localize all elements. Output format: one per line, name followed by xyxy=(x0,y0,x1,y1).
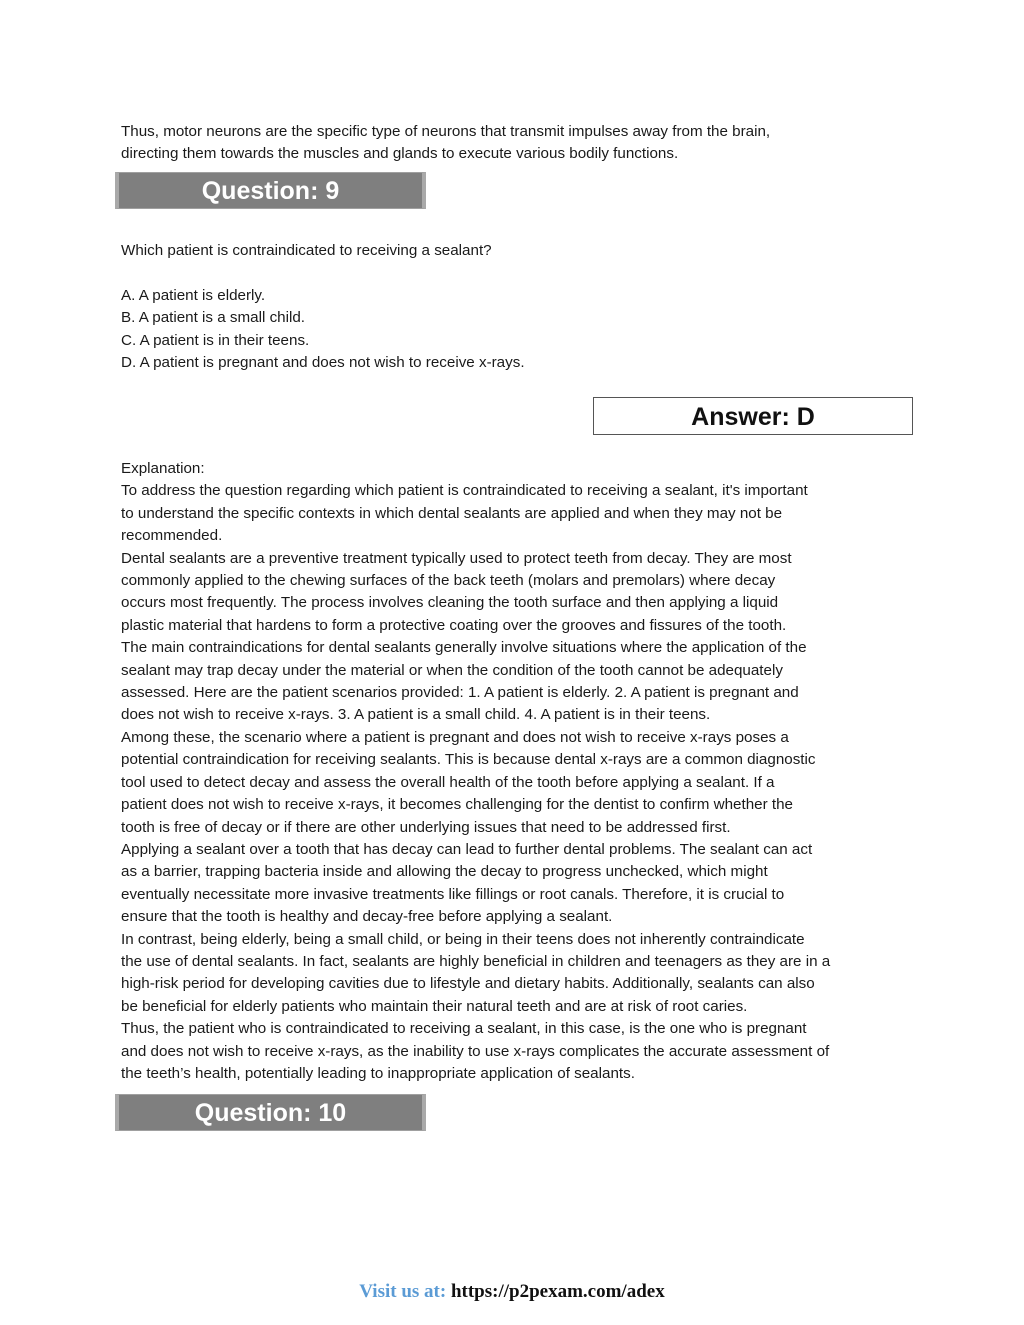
intro-line: directing them towards the muscles and glands to execute various bodily functions. xyxy=(121,145,679,163)
option-b: B. A patient is a small child. xyxy=(121,309,306,327)
question-9-title: Question: 9 xyxy=(201,177,340,205)
explanation-line: Applying a sealant over a tooth that has decay can lead to further dental problems. The sealant can act xyxy=(121,840,813,858)
explanation-line: Thus, the patient who is contraindicated to receiving a sealant, in this case, is the one who is pregnant xyxy=(121,1020,807,1038)
explanation-line: tooth is free of decay or if there are other underlying issues that need to be addressed first. xyxy=(121,818,731,836)
question-9-options xyxy=(121,285,911,375)
question-10-banner xyxy=(115,1094,426,1131)
explanation-label: Explanation: xyxy=(121,460,205,477)
explanation-line: and does not wish to receive x-rays, as the inability to use x-rays complicates the accurate assessment of xyxy=(121,1042,830,1060)
intro-line: Thus, motor neurons are the specific type of neurons that transmit impulses away from the brain, xyxy=(121,123,771,140)
intro-paragraph xyxy=(121,121,911,166)
option-c: C. A patient is in their teens. xyxy=(121,331,310,349)
explanation-line: ensure that the tooth is healthy and decay-free before applying a sealant. xyxy=(121,908,613,926)
question-9-banner xyxy=(115,172,426,209)
explanation-line: the use of dental sealants. In fact, sealants are highly beneficial in children and teenagers as they are in a xyxy=(121,952,831,970)
explanation-line: To address the question regarding which patient is contraindicated to receiving a sealant, it's important xyxy=(121,482,808,500)
question-10-title: Question: 10 xyxy=(194,1099,347,1127)
explanation-line: high-risk period for developing cavities due to lifestyle and dietary habits. Additionally, sealants can also xyxy=(121,975,815,993)
explanation-line: In contrast, being elderly, being a small child, or being in their teens does not inherently contraindicate xyxy=(121,930,805,948)
explanation-line: sealant may trap decay under the material or when the condition of the tooth cannot be adequately xyxy=(121,661,783,679)
explanation-line: does not wish to receive x-rays. 3. A patient is a small child. 4. A patient is in their teens. xyxy=(121,706,711,724)
option-a: A. A patient is elderly. xyxy=(121,287,266,304)
explanation-line: patient does not wish to receive x-rays, it becomes challenging for the dentist to confirm whether the xyxy=(121,796,793,814)
explanation-line: assessed. Here are the patient scenarios provided: 1. A patient is elderly. 2. A patient is pregnant and xyxy=(121,684,799,702)
footer-url-link[interactable]: https://p2pexam.com/adex xyxy=(450,1281,665,1302)
answer-box xyxy=(593,397,913,435)
question-9-prompt xyxy=(121,240,911,262)
explanation-line: Among these, the scenario where a patient is pregnant and does not wish to receive x-rays poses a xyxy=(121,728,789,746)
explanation-line: as a barrier, trapping bacteria inside and allowing the decay to progress unchecked, which might xyxy=(121,863,768,881)
explanation-line: potential contraindication for receiving sealants. This is because dental x-rays are a common diagnostic xyxy=(121,751,816,769)
explanation-line: to understand the specific contexts in which dental sealants are applied and when they may not be xyxy=(121,504,783,522)
answer-text: Answer: D xyxy=(691,403,815,431)
explanation-line: occurs most frequently. The process involves cleaning the tooth surface and then applying a liquid xyxy=(121,594,779,612)
explanation-line: be beneficial for elderly patients who maintain their natural teeth and are at risk of root caries. xyxy=(121,997,748,1015)
footer xyxy=(0,1281,1024,1303)
explanation-line: The main contraindications for dental sealants generally involve situations where the application of the xyxy=(121,639,807,657)
option-d: D. A patient is pregnant and does not wish to receive x-rays. xyxy=(121,354,525,372)
explanation-line: recommended. xyxy=(121,527,223,545)
explanation-line: plastic material that hardens to form a protective coating over the grooves and fissures of the tooth. xyxy=(121,616,787,634)
explanation xyxy=(121,458,911,1085)
explanation-line: the teeth’s health, potentially leading to inappropriate application of sealants. xyxy=(121,1064,635,1082)
explanation-line: Dental sealants are a preventive treatment typically used to protect teeth from decay. They are most xyxy=(121,549,792,567)
footer-visit-label: Visit us at: xyxy=(359,1281,447,1302)
explanation-line: commonly applied to the chewing surfaces of the back teeth (molars and premolars) where decay xyxy=(121,572,776,590)
explanation-line: tool used to detect decay and assess the overall health of the tooth before applying a sealant. If a xyxy=(121,773,775,791)
question-prompt-text: Which patient is contraindicated to receiving a sealant? xyxy=(121,242,492,259)
explanation-line: eventually necessitate more invasive treatments like fillings or root canals. Therefore, it is crucial to xyxy=(121,885,785,903)
